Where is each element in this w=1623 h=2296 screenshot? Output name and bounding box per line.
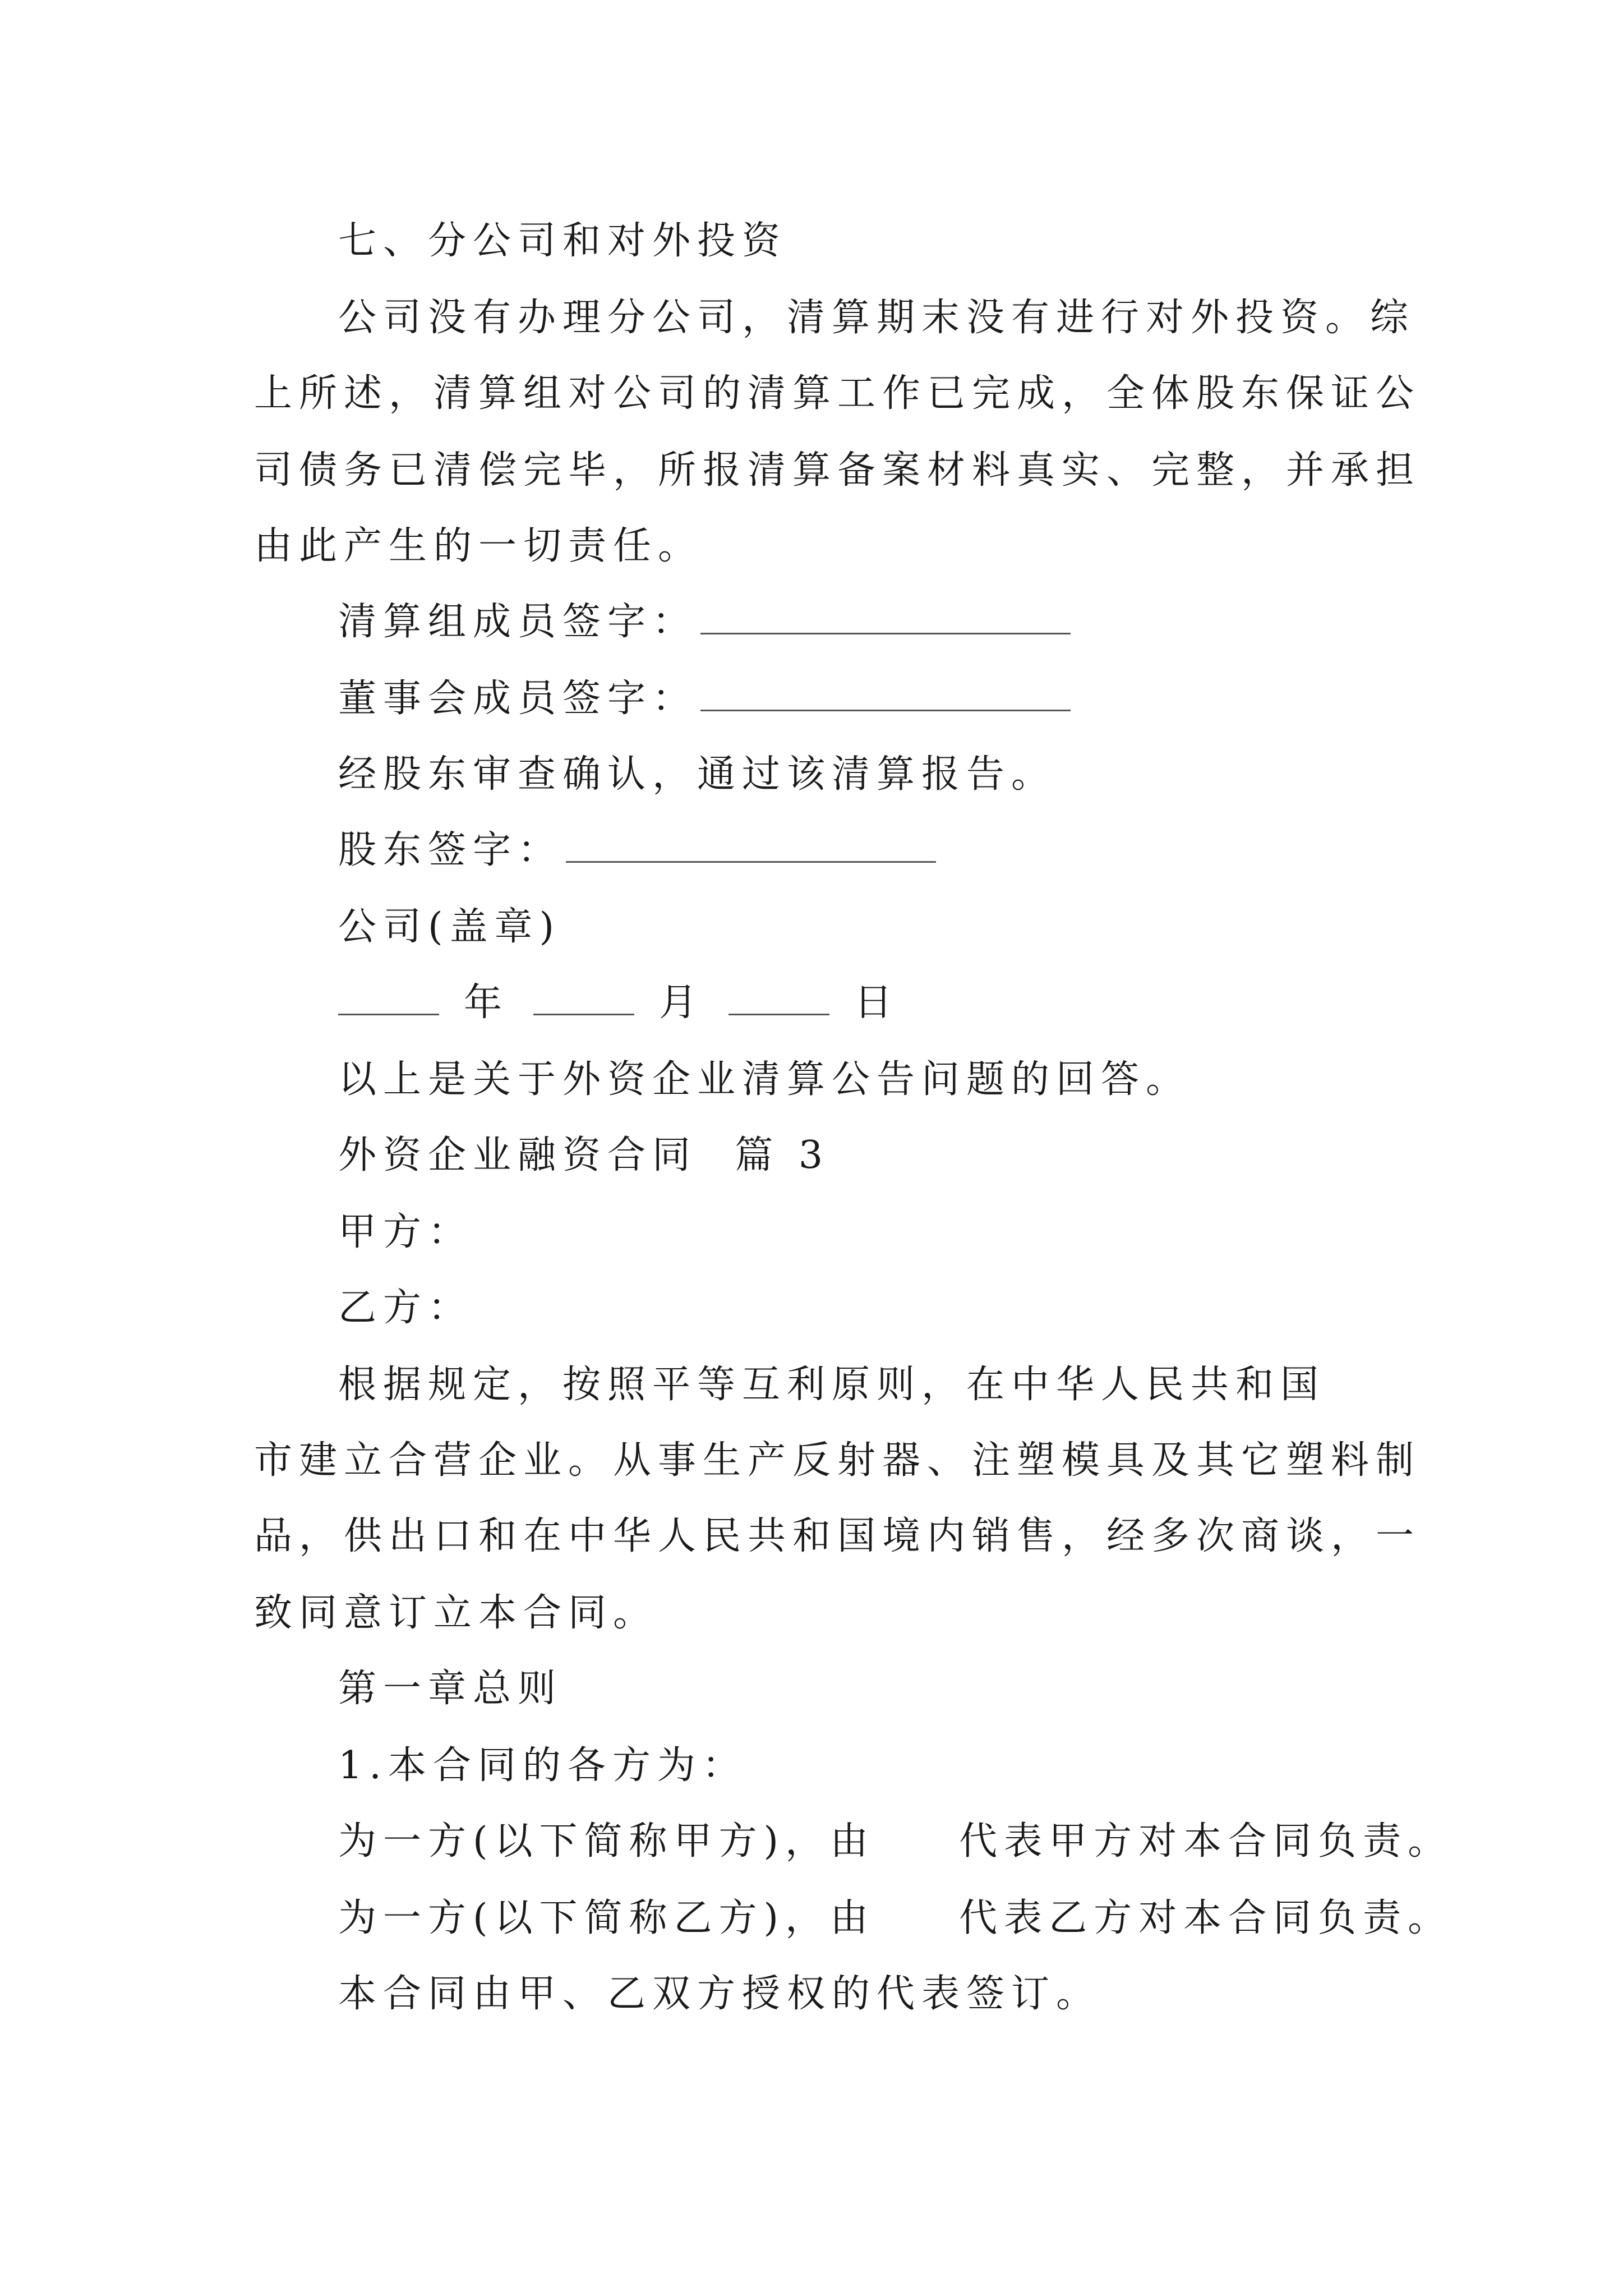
date-month-label: 月 [659, 981, 704, 1025]
clause-1-party-a-before: 为一方(以下简称甲方)，由 [338, 1819, 875, 1864]
section-7-body-line-3: 司债务已清偿完毕，所报清算备案材料真实、完整，并承担 [254, 448, 1421, 493]
sign-shareholder-row [338, 822, 936, 878]
party-a-label: 甲方： [338, 1210, 473, 1254]
contract-title: 外资企业融资合同 篇 3 [338, 1133, 830, 1177]
sign-liquidation-blank[interactable] [700, 599, 1071, 634]
date-day-label: 日 [854, 981, 900, 1025]
preamble-line-2: 市建立合营企业。从事生产反射器、注塑模具及其它塑料制 [254, 1438, 1421, 1483]
clause-1-party-b [338, 1890, 1453, 1947]
clause-1-party-b-before: 为一方(以下简称乙方)，由 [338, 1896, 875, 1940]
section-7-body-line-2: 上所述，清算组对公司的清算工作已完成，全体股东保证公 [254, 371, 1421, 416]
chapter-1-heading: 第一章总则 [338, 1667, 563, 1711]
section-7-body-line-1: 公司没有办理分公司，清算期末没有进行对外投资。综 [338, 296, 1415, 340]
sign-board-label: 董事会成员签字： [338, 677, 698, 721]
date-row [338, 975, 924, 1031]
clause-1-signing: 本合同由甲、乙双方授权的代表签订。 [338, 1972, 1101, 2016]
preamble-line-4: 致同意订立本合同。 [254, 1591, 658, 1635]
sign-shareholder-blank[interactable] [566, 827, 936, 863]
clause-1-party-b-after: 代表乙方对本合同负责。 [959, 1896, 1453, 1940]
date-month-blank[interactable] [533, 980, 634, 1015]
sign-board-blank[interactable] [700, 676, 1071, 711]
date-year-blank[interactable] [338, 980, 439, 1015]
sign-liquidation-row [338, 594, 1071, 650]
preamble-line-3: 品，供出口和在中华人民共和国境内销售，经多次商谈，一 [254, 1514, 1421, 1558]
preamble-line-1: 根据规定，按照平等互利原则，在中华人民共和国 [338, 1363, 1326, 1407]
company-seal: 公司(盖章) [338, 905, 561, 949]
sign-shareholder-label: 股东签字： [338, 828, 563, 872]
section-7-body-line-4: 由此产生的一切责任。 [254, 524, 703, 568]
party-b-label: 乙方： [338, 1286, 473, 1330]
clause-1-party-a-after: 代表甲方对本合同负责。 [959, 1819, 1453, 1864]
closing-line: 以上是关于外资企业清算公告问题的回答。 [338, 1057, 1191, 1102]
date-day-blank[interactable] [728, 980, 829, 1015]
section-7-heading: 七、分公司和对外投资 [338, 219, 787, 263]
shareholder-confirm: 经股东审查确认，通过该清算报告。 [338, 752, 1057, 797]
clause-1-party-a [338, 1814, 1453, 1870]
sign-board-row [338, 671, 1071, 727]
date-year-label: 年 [464, 981, 509, 1025]
clause-1-heading: 1.本合同的各方为： [338, 1743, 747, 1788]
sign-liquidation-label: 清算组成员签字： [338, 600, 698, 644]
